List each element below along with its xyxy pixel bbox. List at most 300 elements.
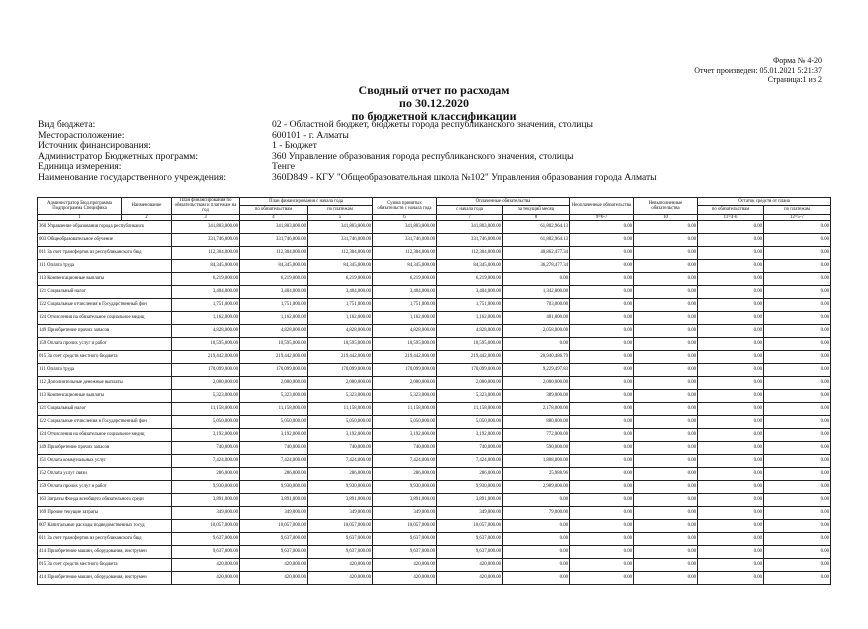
value-cell: 481,000.00 <box>503 311 570 324</box>
value-cell: 0.00 <box>503 272 570 285</box>
info-label: Источник финансирования: <box>38 140 151 152</box>
value-cell: 1,808,000.00 <box>503 454 570 467</box>
value-cell: 0.00 <box>570 363 634 376</box>
value-cell: 0.00 <box>570 350 634 363</box>
value-cell: 0.00 <box>634 389 698 402</box>
row-name-cell: 122 Социальные отчисления в Государственный фон <box>38 298 172 311</box>
value-cell: 6,219,000.00 <box>437 272 503 285</box>
value-cell: 420,000.00 <box>308 571 373 584</box>
value-cell: 84,345,000.00 <box>308 259 373 272</box>
value-cell: 740,000.00 <box>172 441 240 454</box>
value-cell: 3,404,000.00 <box>437 285 503 298</box>
value-cell: 0.00 <box>698 467 764 480</box>
value-cell: 5,050,000.00 <box>172 415 240 428</box>
value-cell: 0.00 <box>634 246 698 259</box>
value-cell: 0.00 <box>570 298 634 311</box>
table-row <box>38 480 831 493</box>
value-cell: 0.00 <box>698 571 764 584</box>
value-cell: 0.00 <box>764 480 831 493</box>
row-name-cell: 112 Дополнительные денежные выплаты <box>38 376 172 389</box>
row-name-cell: 121 Социальный налог <box>38 285 172 298</box>
table-row <box>38 519 831 532</box>
value-cell: 25,988.96 <box>503 467 570 480</box>
value-cell: 170,099,000.00 <box>308 363 373 376</box>
value-cell: 0.00 <box>698 233 764 246</box>
value-cell: 5,323,000.00 <box>172 389 240 402</box>
value-cell: 4,828,000.00 <box>437 324 503 337</box>
value-cell: 3,404,000.00 <box>373 285 437 298</box>
value-cell: 3,891,000.00 <box>172 493 240 506</box>
info-value: 360D849 - КГУ "Общеобразовательная школа №102" Управления образования города Алматы <box>272 171 657 183</box>
value-cell: 112,304,000.00 <box>308 246 373 259</box>
value-cell: 0.00 <box>570 285 634 298</box>
value-cell: 6,219,000.00 <box>308 272 373 285</box>
value-cell: 2,000,000.00 <box>437 376 503 389</box>
value-cell: 0.00 <box>634 545 698 558</box>
table-row <box>38 311 831 324</box>
value-cell: 0.00 <box>764 389 831 402</box>
value-cell: 0.00 <box>764 467 831 480</box>
value-cell: 1,751,000.00 <box>308 298 373 311</box>
value-cell: 0.00 <box>634 272 698 285</box>
value-cell: 9,930,000.00 <box>308 480 373 493</box>
value-cell: 0.00 <box>634 571 698 584</box>
value-cell: 0.00 <box>764 415 831 428</box>
value-cell: 5,323,000.00 <box>308 389 373 402</box>
value-cell: 7,424,000.00 <box>172 454 240 467</box>
value-cell: 0.00 <box>503 519 570 532</box>
value-cell: 349,000.00 <box>240 506 308 519</box>
row-name-cell: 015 За счет средств местного бюджета <box>38 558 172 571</box>
value-cell: 0.00 <box>634 220 698 233</box>
table-row <box>38 285 831 298</box>
table-row <box>38 415 831 428</box>
header-cell-plan-group: План финансирования с начала года <box>240 198 373 206</box>
value-cell: 0.00 <box>570 558 634 571</box>
table-row <box>38 233 831 246</box>
value-cell: 0.00 <box>764 220 831 233</box>
value-cell: 0.00 <box>764 311 831 324</box>
column-number-cell: 9=6-7 <box>570 214 634 220</box>
value-cell: 0.00 <box>698 363 764 376</box>
value-cell: 0.00 <box>698 324 764 337</box>
value-cell: 0.00 <box>570 259 634 272</box>
form-number: Форма № 4-20 <box>772 56 822 65</box>
value-cell: 0.00 <box>503 545 570 558</box>
value-cell: 36,278,477.34 <box>503 259 570 272</box>
header-cell-plan-pay: по платежам <box>308 206 373 214</box>
value-cell: 0.00 <box>698 220 764 233</box>
value-cell: 0.00 <box>634 532 698 545</box>
info-value: 600101 - г. Алматы <box>272 129 349 141</box>
value-cell: 9,930,000.00 <box>437 480 503 493</box>
header-cell-rest-pay: по платежам <box>764 206 831 214</box>
value-cell: 1,751,000.00 <box>437 298 503 311</box>
value-cell: 0.00 <box>698 298 764 311</box>
value-cell: 0.00 <box>764 506 831 519</box>
value-cell: 4,828,000.00 <box>373 324 437 337</box>
value-cell: 0.00 <box>764 246 831 259</box>
table-row <box>38 506 831 519</box>
value-cell: 0.00 <box>698 428 764 441</box>
value-cell: 0.00 <box>634 259 698 272</box>
value-cell: 0.00 <box>764 285 831 298</box>
value-cell: 0.00 <box>698 454 764 467</box>
info-value: 360 Управление образования города республиканского значения, столицы <box>272 150 574 162</box>
value-cell: 0.00 <box>698 259 764 272</box>
table-body <box>38 220 831 584</box>
value-cell: 0.00 <box>764 454 831 467</box>
value-cell: 0.00 <box>698 506 764 519</box>
value-cell: 0.00 <box>634 506 698 519</box>
value-cell: 420,000.00 <box>172 571 240 584</box>
value-cell: 341,803,000.00 <box>437 220 503 233</box>
row-name-cell: 149 Приобретение прочих запасов <box>38 441 172 454</box>
value-cell: 0.00 <box>764 519 831 532</box>
value-cell: 11,158,000.00 <box>308 402 373 415</box>
value-cell: 0.00 <box>764 350 831 363</box>
value-cell: 286,000.00 <box>308 467 373 480</box>
value-cell: 7,424,000.00 <box>308 454 373 467</box>
value-cell: 2,000,000.00 <box>503 376 570 389</box>
row-name-cell: 011 За счет трансфертов из республиканского бюд <box>38 246 172 259</box>
value-cell: 0.00 <box>764 233 831 246</box>
column-number-cell: 11=4-6 <box>698 214 764 220</box>
value-cell: 0.00 <box>634 298 698 311</box>
value-cell: 3,404,000.00 <box>172 285 240 298</box>
value-cell: 0.00 <box>634 480 698 493</box>
value-cell: 3,891,000.00 <box>308 493 373 506</box>
value-cell: 9,229,497.83 <box>503 363 570 376</box>
page-counter: Страница:1 из 2 <box>767 75 822 84</box>
column-number-cell: 2 <box>122 214 172 220</box>
table-row <box>38 467 831 480</box>
value-cell: 0.00 <box>634 324 698 337</box>
column-number-cell: 5 <box>308 214 373 220</box>
header-cell-paid-group: Оплаченные обязательства <box>437 198 570 206</box>
value-cell: 349,000.00 <box>308 506 373 519</box>
value-cell: 219,442,000.00 <box>308 350 373 363</box>
value-cell: 7,424,000.00 <box>373 454 437 467</box>
table-row <box>38 376 831 389</box>
value-cell: 9,637,000.00 <box>172 545 240 558</box>
value-cell: 0.00 <box>764 571 831 584</box>
value-cell: 11,158,000.00 <box>172 402 240 415</box>
header-cell-name: Наименование <box>122 198 172 215</box>
value-cell: 0.00 <box>698 389 764 402</box>
table-row <box>38 246 831 259</box>
row-name-cell: 015 За счет средств местного бюджета <box>38 350 172 363</box>
value-cell: 0.00 <box>503 493 570 506</box>
value-cell: 0.00 <box>570 402 634 415</box>
value-cell: 0.00 <box>570 519 634 532</box>
value-cell: 0.00 <box>764 337 831 350</box>
value-cell: 10,595,000.00 <box>240 337 308 350</box>
value-cell: 0.00 <box>764 376 831 389</box>
table-row <box>38 571 831 584</box>
header-cell-unfulfilled: Невыполненные обязательства <box>634 198 698 215</box>
column-number-cell: 6 <box>373 214 437 220</box>
value-cell: 0.00 <box>570 311 634 324</box>
value-cell: 2,178,000.00 <box>503 402 570 415</box>
value-cell: 0.00 <box>764 428 831 441</box>
value-cell: 1,162,000.00 <box>308 311 373 324</box>
value-cell: 341,803,000.00 <box>172 220 240 233</box>
row-name-cell: 011 За счет трансфертов из республиканского бюд <box>38 532 172 545</box>
column-number-cell: 3 <box>172 214 240 220</box>
value-cell: 10,595,000.00 <box>308 337 373 350</box>
value-cell: 420,000.00 <box>373 571 437 584</box>
header-cell-plan-obl: по обязательствам <box>240 206 308 214</box>
value-cell: 0.00 <box>634 311 698 324</box>
value-cell: 3,192,000.00 <box>437 428 503 441</box>
value-cell: 0.00 <box>634 428 698 441</box>
value-cell: 331,746,000.00 <box>437 233 503 246</box>
info-label: Месторасположение: <box>38 129 125 141</box>
table-row <box>38 545 831 558</box>
value-cell: 0.00 <box>570 337 634 350</box>
row-name-cell: 163 Затраты Фонда всеобщего обязательного средн <box>38 493 172 506</box>
value-cell: 9,637,000.00 <box>240 532 308 545</box>
value-cell: 170,099,000.00 <box>437 363 503 376</box>
produced-timestamp: Отчет произведен: 05.01.2021 5:21:37 <box>694 65 822 75</box>
table-row <box>38 272 831 285</box>
value-cell: 0.00 <box>570 480 634 493</box>
column-number-cell: 8 <box>503 214 570 220</box>
value-cell: 880,000.00 <box>503 415 570 428</box>
value-cell: 0.00 <box>764 272 831 285</box>
value-cell: 740,000.00 <box>373 441 437 454</box>
value-cell: 0.00 <box>698 350 764 363</box>
value-cell: 0.00 <box>764 493 831 506</box>
value-cell: 112,304,000.00 <box>373 246 437 259</box>
value-cell: 331,746,000.00 <box>240 233 308 246</box>
value-cell: 349,000.00 <box>373 506 437 519</box>
row-name-cell: 159 Оплата прочих услуг и работ <box>38 480 172 493</box>
column-number-cell: 7 <box>437 214 503 220</box>
value-cell: 0.00 <box>570 324 634 337</box>
row-name-cell: 111 Оплата труда <box>38 363 172 376</box>
value-cell: 11,158,000.00 <box>240 402 308 415</box>
value-cell: 3,192,000.00 <box>308 428 373 441</box>
value-cell: 0.00 <box>570 441 634 454</box>
value-cell: 1,162,000.00 <box>373 311 437 324</box>
header-cell-plan-year: План финансирования по обязательствам и платежам на год <box>172 198 240 215</box>
value-cell: 112,304,000.00 <box>240 246 308 259</box>
value-cell: 0.00 <box>634 415 698 428</box>
report-meta <box>694 56 822 85</box>
table-row <box>38 324 831 337</box>
value-cell: 20,940,486.79 <box>503 350 570 363</box>
value-cell: 2,058,000.00 <box>503 324 570 337</box>
value-cell: 740,000.00 <box>308 441 373 454</box>
value-cell: 0.00 <box>634 337 698 350</box>
value-cell: 286,000.00 <box>437 467 503 480</box>
row-name-cell: 159 Оплата прочих услуг и работ <box>38 337 172 350</box>
value-cell: 0.00 <box>570 233 634 246</box>
value-cell: 2,000,000.00 <box>308 376 373 389</box>
value-cell: 170,099,000.00 <box>373 363 437 376</box>
table-row <box>38 428 831 441</box>
column-number-cell: 4 <box>240 214 308 220</box>
value-cell: 0.00 <box>764 441 831 454</box>
value-cell: 112,304,000.00 <box>172 246 240 259</box>
row-name-cell: 113 Компенсационные выплаты <box>38 272 172 285</box>
value-cell: 10,595,000.00 <box>373 337 437 350</box>
value-cell: 0.00 <box>698 285 764 298</box>
table-header <box>38 198 831 221</box>
table-row <box>38 337 831 350</box>
value-cell: 0.00 <box>698 415 764 428</box>
row-name-cell: 124 Отчисления на обязательное социальное медиц <box>38 428 172 441</box>
value-cell: 420,000.00 <box>240 571 308 584</box>
value-cell: 420,000.00 <box>172 558 240 571</box>
value-cell: 5,323,000.00 <box>437 389 503 402</box>
table-row <box>38 363 831 376</box>
value-cell: 740,000.00 <box>437 441 503 454</box>
value-cell: 0.00 <box>634 350 698 363</box>
value-cell: 0.00 <box>698 337 764 350</box>
info-value: 1 - Бюджет <box>272 140 317 152</box>
table-row <box>38 493 831 506</box>
value-cell: 61,802,964.13 <box>503 220 570 233</box>
row-name-cell: 124 Отчисления на обязательное социальное медиц <box>38 311 172 324</box>
row-name-cell: 007 Капитальные расходы подведомственных госуд <box>38 519 172 532</box>
value-cell: 5,323,000.00 <box>373 389 437 402</box>
value-cell: 0.00 <box>698 441 764 454</box>
value-cell: 0.00 <box>698 532 764 545</box>
value-cell: 0.00 <box>634 402 698 415</box>
value-cell: 0.00 <box>570 376 634 389</box>
value-cell: 10,595,000.00 <box>172 337 240 350</box>
value-cell: 84,345,000.00 <box>172 259 240 272</box>
value-cell: 0.00 <box>698 493 764 506</box>
value-cell: 7,424,000.00 <box>437 454 503 467</box>
value-cell: 0.00 <box>570 506 634 519</box>
table-row <box>38 402 831 415</box>
header-row <box>38 198 831 206</box>
value-cell: 1,162,000.00 <box>437 311 503 324</box>
value-cell: 0.00 <box>764 363 831 376</box>
value-cell: 420,000.00 <box>373 558 437 571</box>
value-cell: 0.00 <box>570 467 634 480</box>
value-cell: 10,057,000.00 <box>437 519 503 532</box>
header-cell-unpaid: Неоплаченные обязательства <box>570 198 634 215</box>
value-cell: 0.00 <box>698 376 764 389</box>
value-cell: 341,803,000.00 <box>240 220 308 233</box>
value-cell: 0.00 <box>634 467 698 480</box>
value-cell: 0.00 <box>570 272 634 285</box>
row-name-cell: 121 Социальный налог <box>38 402 172 415</box>
value-cell: 112,304,000.00 <box>437 246 503 259</box>
value-cell: 0.00 <box>634 454 698 467</box>
header-cell-accepted: Сумма принятых обязательств с начала года <box>373 198 437 215</box>
value-cell: 2,000,000.00 <box>240 376 308 389</box>
value-cell: 286,000.00 <box>172 467 240 480</box>
value-cell: 0.00 <box>570 545 634 558</box>
value-cell: 9,637,000.00 <box>308 545 373 558</box>
value-cell: 170,099,000.00 <box>240 363 308 376</box>
value-cell: 1,162,000.00 <box>240 311 308 324</box>
header-cell-rest-group: Остаток средств от плана <box>698 198 831 206</box>
value-cell: 5,050,000.00 <box>308 415 373 428</box>
value-cell: 0.00 <box>634 493 698 506</box>
table-row <box>38 558 831 571</box>
header-cell-admin: Администратор Бюд.программа Подпрограмма Специфика <box>38 198 122 215</box>
value-cell: 6,219,000.00 <box>172 272 240 285</box>
value-cell: 11,158,000.00 <box>437 402 503 415</box>
value-cell: 420,000.00 <box>437 558 503 571</box>
value-cell: 9,637,000.00 <box>437 545 503 558</box>
value-cell: 0.00 <box>764 402 831 415</box>
value-cell: 9,637,000.00 <box>373 532 437 545</box>
value-cell: 219,442,000.00 <box>240 350 308 363</box>
value-cell: 170,099,000.00 <box>172 363 240 376</box>
value-cell: 9,637,000.00 <box>172 532 240 545</box>
value-cell: 341,803,000.00 <box>308 220 373 233</box>
value-cell: 286,000.00 <box>373 467 437 480</box>
value-cell: 0.00 <box>570 246 634 259</box>
value-cell: 286,000.00 <box>240 467 308 480</box>
value-cell: 84,345,000.00 <box>437 259 503 272</box>
value-cell: 5,050,000.00 <box>373 415 437 428</box>
info-label: Администратор Бюджетных программ: <box>38 150 199 162</box>
value-cell: 0.00 <box>698 402 764 415</box>
value-cell: 3,891,000.00 <box>437 493 503 506</box>
value-cell: 9,637,000.00 <box>437 532 503 545</box>
value-cell: 7,424,000.00 <box>240 454 308 467</box>
value-cell: 10,057,000.00 <box>240 519 308 532</box>
value-cell: 61,802,964.13 <box>503 233 570 246</box>
value-cell: 0.00 <box>570 493 634 506</box>
value-cell: 0.00 <box>570 428 634 441</box>
info-label: Наименование государственного учреждения: <box>38 171 227 183</box>
value-cell: 1,751,000.00 <box>240 298 308 311</box>
value-cell: 0.00 <box>634 285 698 298</box>
table-row <box>38 532 831 545</box>
value-cell: 219,442,000.00 <box>373 350 437 363</box>
info-label: Единица измерения: <box>38 161 122 173</box>
row-name-cell: 111 Оплата труда <box>38 259 172 272</box>
value-cell: 9,930,000.00 <box>240 480 308 493</box>
value-cell: 2,000,000.00 <box>172 376 240 389</box>
row-name-cell: 360 Управление образования города республиканск <box>38 220 172 233</box>
value-cell: 0.00 <box>570 532 634 545</box>
value-cell: 219,442,000.00 <box>437 350 503 363</box>
value-cell: 0.00 <box>570 415 634 428</box>
value-cell: 84,345,000.00 <box>240 259 308 272</box>
info-value: Тенге <box>272 161 295 173</box>
report-date: по 30.12.2020 <box>399 96 469 110</box>
value-cell: 349,000.00 <box>437 506 503 519</box>
value-cell: 3,891,000.00 <box>373 493 437 506</box>
value-cell: 1,162,000.00 <box>172 311 240 324</box>
value-cell: 341,803,000.00 <box>373 220 437 233</box>
value-cell: 3,192,000.00 <box>240 428 308 441</box>
value-cell: 6,219,000.00 <box>240 272 308 285</box>
value-cell: 4,828,000.00 <box>240 324 308 337</box>
value-cell: 0.00 <box>764 558 831 571</box>
value-cell: 10,057,000.00 <box>172 519 240 532</box>
value-cell: 420,000.00 <box>240 558 308 571</box>
row-name-cell: 169 Прочие текущие затраты <box>38 506 172 519</box>
value-cell: 5,050,000.00 <box>240 415 308 428</box>
value-cell: 0.00 <box>503 532 570 545</box>
table-row <box>38 350 831 363</box>
value-cell: 5,050,000.00 <box>437 415 503 428</box>
value-cell: 0.00 <box>698 311 764 324</box>
value-cell: 4,828,000.00 <box>172 324 240 337</box>
